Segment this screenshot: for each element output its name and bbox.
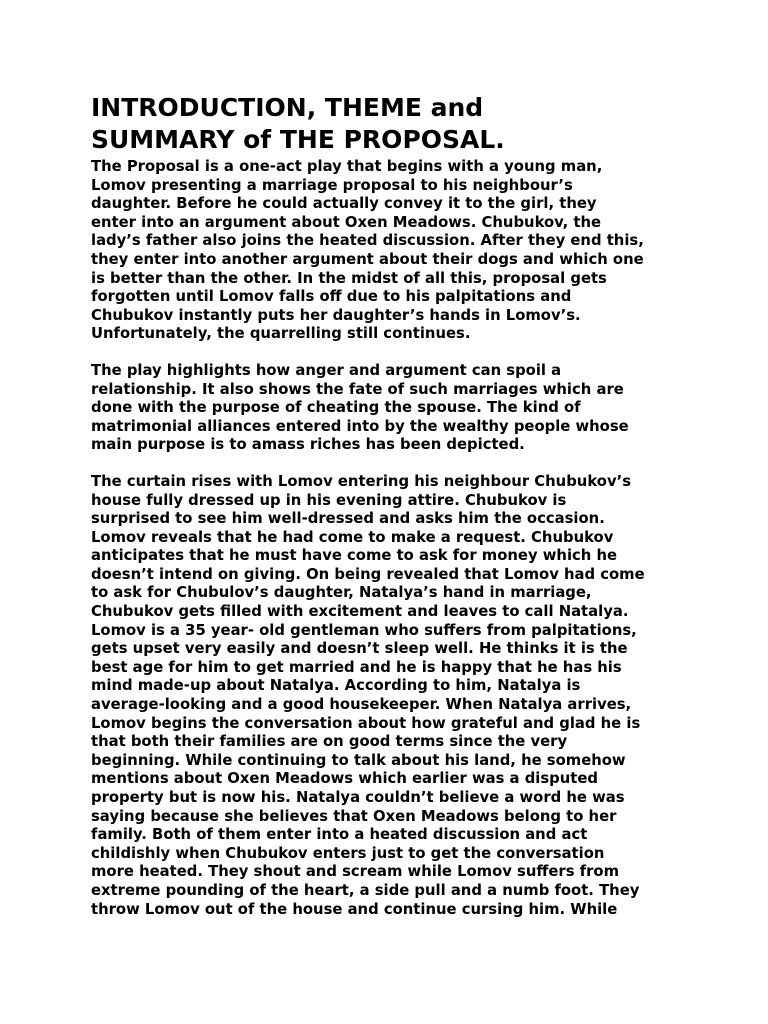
text-line: done with the purpose of cheating the spouse. The kind of bbox=[91, 399, 581, 417]
text-line: mentions about Oxen Meadows which earlier was a disputed bbox=[91, 770, 598, 788]
document-body bbox=[91, 92, 691, 919]
text-line: matrimonial alliances entered into by the wealthy people whose bbox=[91, 417, 629, 435]
title-line: SUMMARY of THE PROPOSAL. bbox=[91, 125, 505, 154]
text-line: more heated. They shout and scream while Lomov suffers from bbox=[91, 863, 619, 881]
text-line: anticipates that he must have come to ask for money which he bbox=[91, 547, 618, 565]
text-line: to ask for Chubulov’s daughter, Natalya’s hand in marriage, bbox=[91, 584, 592, 602]
text-line: mind made-up about Natalya. According to him, Natalya is bbox=[91, 677, 581, 695]
text-line: property but is now his. Natalya couldn’t believe a word he was bbox=[91, 789, 625, 806]
text-line: saying because she believes that Oxen Meadows belong to her bbox=[91, 807, 617, 825]
text-line: Chubukov instantly puts her daughter’s hands in Lomov’s. bbox=[91, 306, 581, 324]
text-line: relationship. It also shows the fate of such marriages which are bbox=[91, 380, 624, 398]
text-line: throw Lomov out of the house and continue cursing him. While bbox=[91, 900, 618, 918]
title-line: INTRODUCTION, THEME and bbox=[91, 93, 484, 122]
text-line: The play highlights how anger and argument can spoil a bbox=[91, 361, 562, 379]
paragraph-introduction bbox=[91, 158, 691, 344]
text-line: lady’s father also joins the heated discussion. After they end this, bbox=[91, 232, 644, 250]
text-line: Lomov reveals that he had come to make a request. Chubukov bbox=[91, 528, 614, 546]
text-line: Lomov is a 35 year- old gentleman who suffers from palpitations, bbox=[91, 621, 637, 639]
text-line: enter into an argument about Oxen Meadows. Chubukov, the bbox=[91, 213, 602, 231]
text-line: daughter. Before he could actually convey it to the girl, they bbox=[91, 195, 597, 213]
text-line: they enter into another argument about their dogs and which one bbox=[91, 250, 644, 268]
text-line: gets upset very easily and doesn’t sleep well. He thinks it is the bbox=[91, 640, 628, 658]
paragraph-summary bbox=[91, 473, 691, 919]
text-line: The Proposal is a one-act play that begins with a young man, bbox=[91, 158, 603, 175]
text-line: doesn’t intend on giving. On being revealed that Lomov had come bbox=[91, 565, 645, 583]
text-line: main purpose is to amass riches has been depicted. bbox=[91, 436, 525, 454]
document-title bbox=[91, 92, 691, 156]
text-line: Lomov begins the conversation about how grateful and glad he is bbox=[91, 714, 641, 732]
text-line: surprised to see him well-dressed and asks him the occasion. bbox=[91, 510, 605, 528]
text-line: forgotten until Lomov falls off due to his palpitations and bbox=[91, 288, 572, 306]
paragraph-spacer bbox=[91, 344, 691, 362]
text-line: that both their families are on good terms since the very bbox=[91, 733, 568, 751]
text-line: Chubukov gets filled with excitement and leaves to call Natalya. bbox=[91, 603, 629, 621]
text-line: Lomov presenting a marriage proposal to his neighbour’s bbox=[91, 176, 573, 194]
text-line: best age for him to get married and he is happy that he has his bbox=[91, 658, 622, 676]
text-line: extreme pounding of the heart, a side pull and a numb foot. They bbox=[91, 881, 640, 899]
paragraph-spacer bbox=[91, 455, 691, 473]
text-line: beginning. While continuing to talk about his land, he somehow bbox=[91, 751, 626, 769]
text-line: average-looking and a good housekeeper. When Natalya arrives, bbox=[91, 696, 632, 714]
text-line: family. Both of them enter into a heated discussion and act bbox=[91, 826, 588, 844]
text-line: Unfortunately, the quarrelling still continues. bbox=[91, 325, 471, 343]
text-line: The curtain rises with Lomov entering his neighbour Chubukov’s bbox=[91, 472, 632, 490]
paragraph-theme bbox=[91, 362, 691, 455]
text-line: house fully dressed up in his evening attire. Chubukov is bbox=[91, 491, 567, 509]
text-line: is better than the other. In the midst of all this, proposal gets bbox=[91, 269, 607, 287]
text-line: childishly when Chubukov enters just to get the conversation bbox=[91, 844, 605, 862]
